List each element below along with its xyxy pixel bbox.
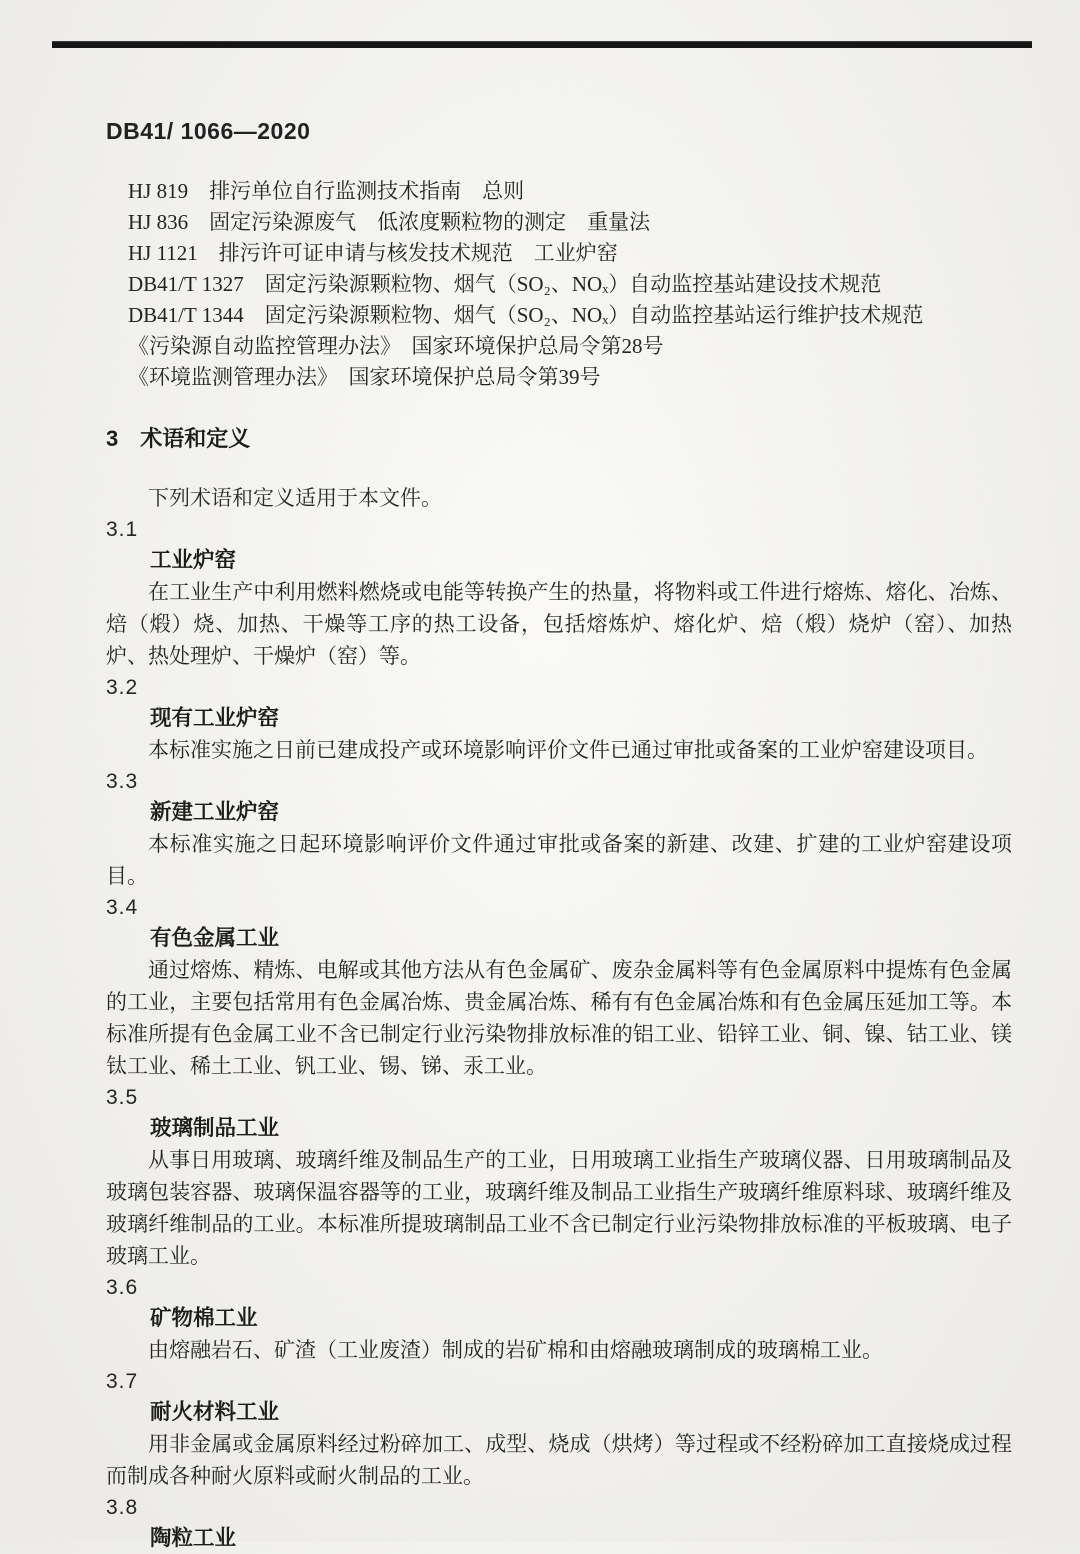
section-intro: 下列术语和定义适用于本文件。 bbox=[148, 486, 442, 510]
term-entry-3-7 bbox=[106, 1366, 1012, 1492]
reference-item: DB41/T 1344 固定污染源颗粒物、烟气（SO₂、NOₓ）自动监控基站运行维护技术规范 bbox=[128, 303, 924, 327]
doc-number: DB41/ 1066—2020 bbox=[106, 118, 311, 144]
term-entry-3-8 bbox=[106, 1492, 1012, 1554]
term-definition: 本标准实施之日起环境影响评价文件通过审批或备案的新建、改建、扩建的工业炉窑建设项目。 bbox=[106, 832, 1012, 888]
reference-item: DB41/T 1327 固定污染源颗粒物、烟气（SO₂、NOₓ）自动监控基站建设技术规范 bbox=[128, 272, 882, 296]
term-number: 3.6 bbox=[106, 1276, 139, 1299]
reference-item: 《污染源自动监控管理办法》 国家环境保护总局令第28号 bbox=[128, 334, 664, 358]
term-definition: 用非金属或金属原料经过粉碎加工、成型、烧成（烘烤）等过程或不经粉碎加工直接烧成过程而制成各种耐火原料或耐火制品的工业。 bbox=[106, 1432, 1012, 1488]
term-name: 工业炉窑 bbox=[150, 548, 237, 572]
term-name: 有色金属工业 bbox=[150, 926, 280, 950]
term-definition: 在工业生产中利用燃料燃烧或电能等转换产生的热量，将物料或工件进行熔炼、熔化、冶炼、焙（煅）烧、加热、干燥等工序的热工设备，包括熔炼炉、熔化炉、焙（煅）烧炉（窑）、加热炉、热处理炉、干燥炉（窑）等。 bbox=[106, 580, 1012, 668]
term-number: 3.2 bbox=[106, 676, 139, 699]
term-entry-3-6 bbox=[106, 1272, 1012, 1366]
term-entry-3-2 bbox=[106, 672, 1012, 766]
term-definition: 通过熔炼、精炼、电解或其他方法从有色金属矿、废杂金属料等有色金属原料中提炼有色金属的工业，主要包括常用有色金属冶炼、贵金属冶炼、稀有有色金属冶炼和有色金属压延加工等。本标准所提有色金属工业不含已制定行业污染物排放标准的铝工业、铅锌工业、铜、镍、钴工业、镁钛工业、稀土工业、钒工业、锡、锑、汞工业。 bbox=[106, 958, 1012, 1078]
reference-item: 《环境监测管理办法》 国家环境保护总局令第39号 bbox=[128, 365, 601, 389]
reference-item: HJ 819 排污单位自行监测技术指南 总则 bbox=[128, 179, 525, 203]
term-entry-3-1 bbox=[106, 514, 1012, 672]
term-entry-3-3 bbox=[106, 766, 1012, 892]
term-name: 耐火材料工业 bbox=[150, 1400, 280, 1424]
term-name: 陶粒工业 bbox=[150, 1526, 237, 1550]
term-name: 玻璃制品工业 bbox=[150, 1116, 280, 1140]
term-definition: 本标准实施之日前已建成投产或环境影响评价文件已通过审批或备案的工业炉窑建设项目。 bbox=[148, 738, 988, 762]
references-list bbox=[106, 176, 1012, 393]
term-number: 3.7 bbox=[106, 1370, 139, 1393]
section-title: 术语和定义 bbox=[140, 426, 251, 451]
term-number: 3.4 bbox=[106, 896, 139, 919]
term-name: 矿物棉工业 bbox=[150, 1306, 258, 1330]
section-number: 3 bbox=[106, 426, 119, 451]
term-definition: 从事日用玻璃、玻璃纤维及制品生产的工业，日用玻璃工业指生产玻璃仪器、日用玻璃制品及玻璃包装容器、玻璃保温容器等的工业，玻璃纤维及制品工业指生产玻璃纤维原料球、玻璃纤维及玻璃纤维制品的工业。本标准所提玻璃制品工业不含已制定行业污染物排放标准的平板玻璃、电子玻璃工业。 bbox=[106, 1148, 1012, 1268]
section-heading bbox=[106, 423, 1012, 454]
term-name: 现有工业炉窑 bbox=[150, 706, 280, 730]
term-name: 新建工业炉窑 bbox=[150, 800, 280, 824]
term-entry-3-4 bbox=[106, 892, 1012, 1082]
term-definition: 由熔融岩石、矿渣（工业废渣）制成的岩矿棉和由熔融玻璃制成的玻璃棉工业。 bbox=[148, 1338, 883, 1362]
term-number: 3.8 bbox=[106, 1496, 139, 1519]
term-number: 3.1 bbox=[106, 518, 139, 541]
reference-item: HJ 836 固定污染源废气 低浓度颗粒物的测定 重量法 bbox=[128, 210, 651, 234]
term-number: 3.5 bbox=[106, 1086, 139, 1109]
page-content bbox=[106, 0, 1012, 1554]
term-entry-3-5 bbox=[106, 1082, 1012, 1272]
term-number: 3.3 bbox=[106, 770, 139, 793]
reference-item: HJ 1121 排污许可证申请与核发技术规范 工业炉窑 bbox=[128, 241, 618, 265]
